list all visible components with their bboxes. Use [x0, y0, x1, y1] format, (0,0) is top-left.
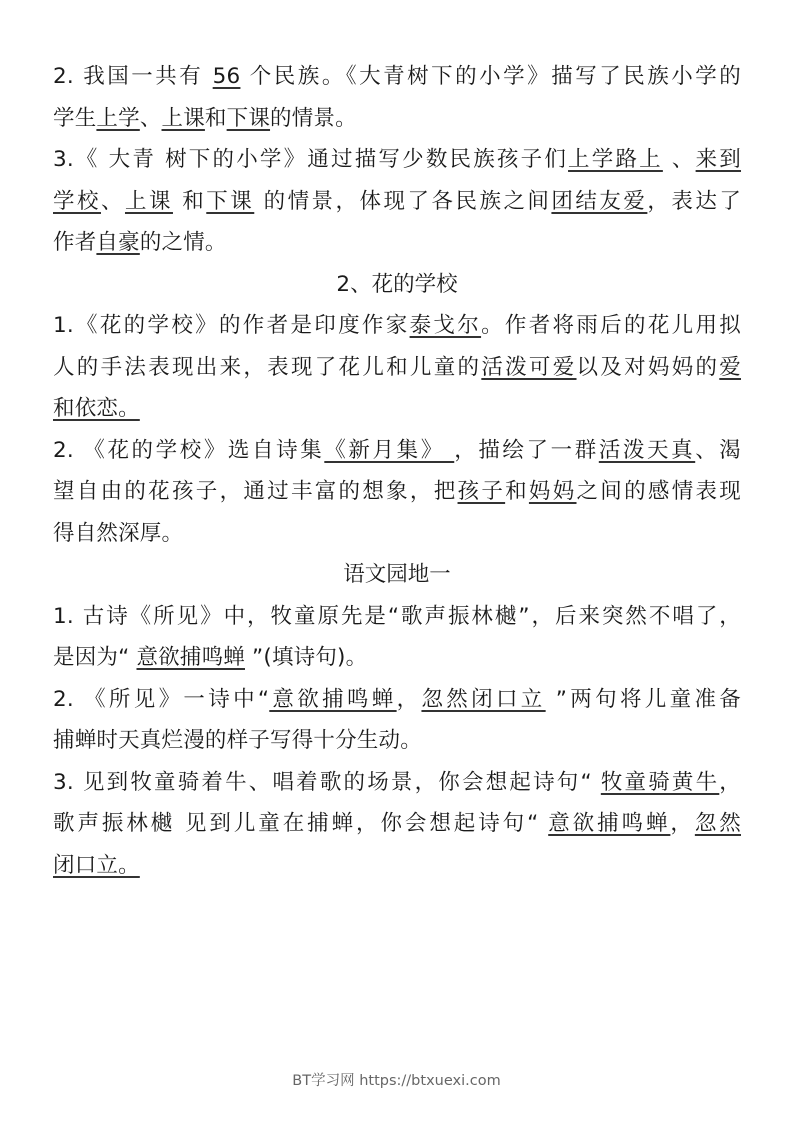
answer-underlined: 意欲捕鸣蝉 [136, 645, 245, 670]
text-segment: 、 [662, 147, 696, 172]
answer-underlined: 爱 [719, 354, 741, 380]
text-segment: 和 [172, 188, 207, 214]
text-line [53, 762, 741, 804]
text-segment: 之间的感情表现 [576, 479, 741, 504]
answer-underlined: 忽然 [694, 811, 741, 836]
text-line [53, 56, 741, 98]
text-line [53, 513, 741, 555]
text-segment: 个民族。《大青树下的小学》描写了民族小学的 [240, 64, 741, 89]
text-segment: 的情景。 [270, 105, 357, 131]
text-segment: ， [719, 769, 741, 795]
text-line [53, 803, 741, 845]
text-segment: 2. 《所见》一诗中“ [53, 686, 270, 712]
text-segment: 捕蝉时天真烂漫的样子写得十分生动。 [53, 728, 422, 753]
text-line [53, 471, 741, 513]
text-segment: 得自然深厚。 [53, 520, 184, 546]
text-segment: 3.《 大青 树下的小学》通过描写少数民族孩子们 [53, 147, 569, 172]
text-segment: 是因为“ [53, 645, 137, 670]
text-segment: 2. 我国一共有 [53, 64, 213, 89]
text-line [53, 181, 741, 223]
text-segment: 望自由的花孩子，通过丰富的想象，把 [53, 479, 458, 504]
answer-underlined: 自豪 [96, 230, 140, 255]
text-segment: ，描绘了一群 [454, 437, 599, 463]
answer-underlined: 牧童骑黄牛 [600, 769, 720, 795]
text-segment: 和 [505, 479, 529, 504]
answer-underlined: 上学路上 [568, 147, 663, 172]
answer-underlined: 团结友爱 [551, 188, 648, 214]
text-line [53, 388, 741, 430]
text-segment: ”两句将儿童准备 [545, 686, 741, 712]
text-line [53, 98, 741, 140]
answer-underlined: 学校 [53, 188, 101, 214]
text-segment: 3. 见到牧童骑着牛、唱着歌的场景，你会想起诗句“ [53, 769, 601, 795]
answer-underlined: 泰戈尔 [409, 313, 482, 338]
answer-underlined: 上课 [161, 105, 205, 131]
answer-underlined: 意欲捕鸣蝉 [548, 811, 671, 836]
answer-underlined: 孩子 [457, 479, 506, 504]
text-segment: 1. 古诗《所见》中，牧童原先是“歌声振林樾”，后来突然不唱了， [53, 603, 741, 629]
section-heading: 语文园地一 [343, 562, 451, 587]
text-segment: ， [396, 686, 422, 712]
answer-underlined: 下课 [206, 188, 255, 214]
text-segment: 、 [139, 105, 162, 131]
text-line [53, 679, 741, 721]
text-segment: 1.《花的学校》的作者是印度作家 [53, 313, 410, 338]
text-line [53, 845, 741, 887]
section-heading: 2、花的学校 [336, 271, 458, 297]
text-line [53, 430, 741, 472]
answer-underlined: 忽然闭口立 [421, 686, 546, 712]
answer-underlined: 活泼可爱 [481, 354, 577, 380]
text-segment: 2. 《花的学校》选自诗集 [53, 437, 325, 463]
text-line [53, 347, 741, 389]
footer-watermark: BT学习网 https://btxuexi.com [292, 1073, 501, 1089]
answer-underlined: 来到 [695, 147, 742, 172]
answer-underlined: 活泼天真 [598, 437, 696, 463]
text-segment: 作者 [53, 230, 97, 255]
text-segment: ”(填诗句)。 [245, 645, 368, 670]
text-segment: 学生 [53, 105, 97, 131]
answer-underlined: 《新月集》 [324, 437, 455, 463]
answer-underlined: 上课 [124, 188, 173, 214]
answer-underlined: 妈妈 [528, 479, 577, 504]
text-segment: 的之情。 [139, 230, 227, 255]
text-segment: ， [670, 811, 695, 836]
text-segment: 。作者将雨后的花儿用拟 [481, 313, 742, 338]
answer-underlined: 和依恋。 [53, 396, 140, 421]
answer-underlined: 56 [212, 64, 241, 89]
answer-underlined: 上学 [96, 105, 140, 131]
text-segment: 、渴 [695, 437, 741, 463]
text-segment: 和 [204, 105, 227, 131]
text-line [53, 637, 741, 679]
text-segment: 的情景，体现了各民族之间 [254, 188, 552, 214]
text-segment: 歌声振林樾 见到儿童在捕蝉，你会想起诗句“ [53, 811, 549, 836]
text-line [53, 305, 741, 347]
document-content [53, 56, 741, 886]
text-segment: 人的手法表现出来，表现了花儿和儿童的 [53, 354, 482, 380]
text-line [53, 720, 741, 762]
text-line [53, 222, 741, 264]
document-page [53, 56, 741, 886]
answer-underlined: 下课 [226, 105, 271, 131]
text-segment: 以及对妈妈的 [576, 354, 720, 380]
text-line [53, 596, 741, 638]
text-segment: 、 [100, 188, 125, 214]
text-line [53, 139, 741, 181]
answer-underlined: 意欲捕鸣蝉 [269, 686, 397, 712]
answer-underlined: 闭口立。 [53, 852, 140, 878]
text-segment: ，表达了 [647, 188, 742, 214]
